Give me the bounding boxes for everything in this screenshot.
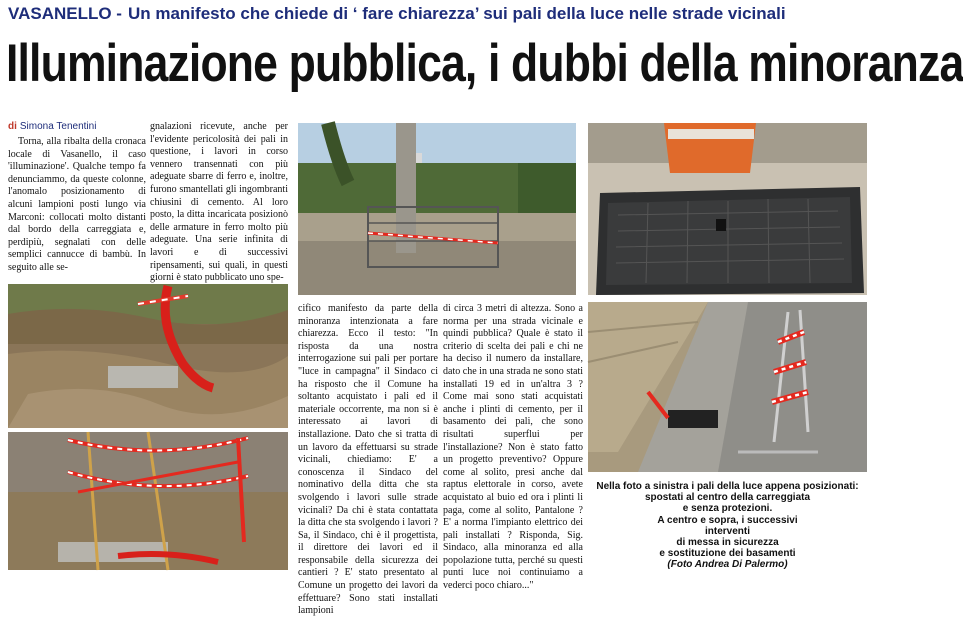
caption-line: di messa in sicurezza bbox=[676, 537, 779, 549]
article-column-4 bbox=[443, 303, 583, 592]
article-column-1 bbox=[8, 136, 146, 282]
caption-line: Nella foto a sinistra i pali della luce appena posizionati: bbox=[596, 481, 859, 492]
byline-author: Simona Tenentini bbox=[19, 121, 97, 132]
photo-caption bbox=[588, 481, 867, 573]
caption-line: interventi bbox=[704, 525, 750, 537]
photo-manhole-cover bbox=[588, 123, 867, 295]
article-text-3: cifico manifesto da parte della minoranza intenzionata a fare chiarezza. Ecco il testo: "In risposta da una nostra interrogazione sui pali per portare "luce in campagna" il Sindaco ci ha risposto che il Comune ha soltanto acquistato i pali ed il materiale occorrente, ma non si è interessato ai lavori di installazione. Dato che si tratta di un lavoro da effettuarsi su strade vicinali, chiediamo: E' a conoscenza il Sindaco del nominativo della ditta che sta svolgendo i lavori sulle strade vicinali? Da chi è stata contattata la ditta che sta svolgendo i lavori ? Sa, il Sindaco, chi è il progettista, il direttore dei lavori ed il responsabile della sicurezza dei cantieri ? E' stato presentato al Comune un progetto dei lavori da effettuare? Sono stati installati lampioni bbox=[298, 303, 438, 617]
article-column-3 bbox=[298, 303, 438, 617]
caption-credit: (Foto Andrea Di Palermo) bbox=[667, 559, 788, 571]
photo-metal-barriers bbox=[298, 123, 576, 295]
article-text-2: gnalazioni ricevute, anche per l'evidente pericolosità dei pali in questione, i lavori in corso vennero transennati con più adeguate sbarre di ferro e, inoltre, furono smantellati gli ingombranti chiusini di cemento. Al loro posto, la ditta incaricata posizionò delle armature in ferro molto più adeguate. Una serie infinita di lavori e di successivi ripensamenti, sui quali, in questi giorni è stato pubblicato uno spe- bbox=[150, 121, 288, 284]
caption-line: e senza protezioni. bbox=[682, 503, 773, 515]
article-text-4: di circa 3 metri di altezza. Sono a norma per una strada vicinale e quindi pubblica? Quale è stato il criterio di scelta dei pali e chi ne ha deciso il numero da installare, dato che in una strada ne sono stati installati 19 ed in un'altra 3 ? Come mai sono stati acquistati anche i plinti di cemento, per il basamento dei pali, che sono risultati superflui per l'installazione? Non è stato fatto un progetto preventivo? Oppure come al solito, presi anche dal raptus elettorale in corso, avete acquistato al buio ed ora i plinti li paga, come al solito, Pantalone ? E' a norma l'impianto elettrico dei pali installati ? Risponda, Sig. Sindaco, alla minoranza ed alla popolazione tutta, perché su questi punti luce noi continuiamo a vederci poco chiaro..." bbox=[443, 303, 583, 592]
photo-barrier-tape bbox=[8, 432, 288, 570]
caption-line: A centro e sopra, i successivi bbox=[657, 514, 798, 526]
photo-conduit-trench bbox=[8, 284, 288, 428]
kicker-place: VASANELLO - bbox=[8, 4, 122, 23]
photo-road-barriers bbox=[588, 302, 867, 472]
kicker-text: Un manifesto che chiede di ‘ fare chiarezza’ sui pali della luce nelle strade vicinali bbox=[127, 4, 786, 23]
kicker bbox=[8, 4, 868, 26]
article-column-2 bbox=[150, 121, 288, 283]
byline bbox=[8, 121, 148, 135]
caption-line: spostati al centro della carreggiata bbox=[644, 492, 811, 504]
caption-line: e sostituzione dei basamenti bbox=[659, 548, 796, 560]
article-text-1: Torna, alla ribalta della cronaca locale di Vasanello, il caso 'illuminazione'. Qualche tempo fa denunciammo, da queste colonne, l'anomalo posizionamento di alcuni lampioni posti lungo via Marconi: collocati molto distanti dal bordo della carreggiata e, perdipiù, segnalati con delle semplici cannucce di bambù. In seguito alle se- bbox=[8, 136, 146, 273]
byline-prefix: di bbox=[8, 121, 17, 132]
headline: Illuminazione pubblica, i dubbi della minoranza bbox=[6, 34, 963, 93]
